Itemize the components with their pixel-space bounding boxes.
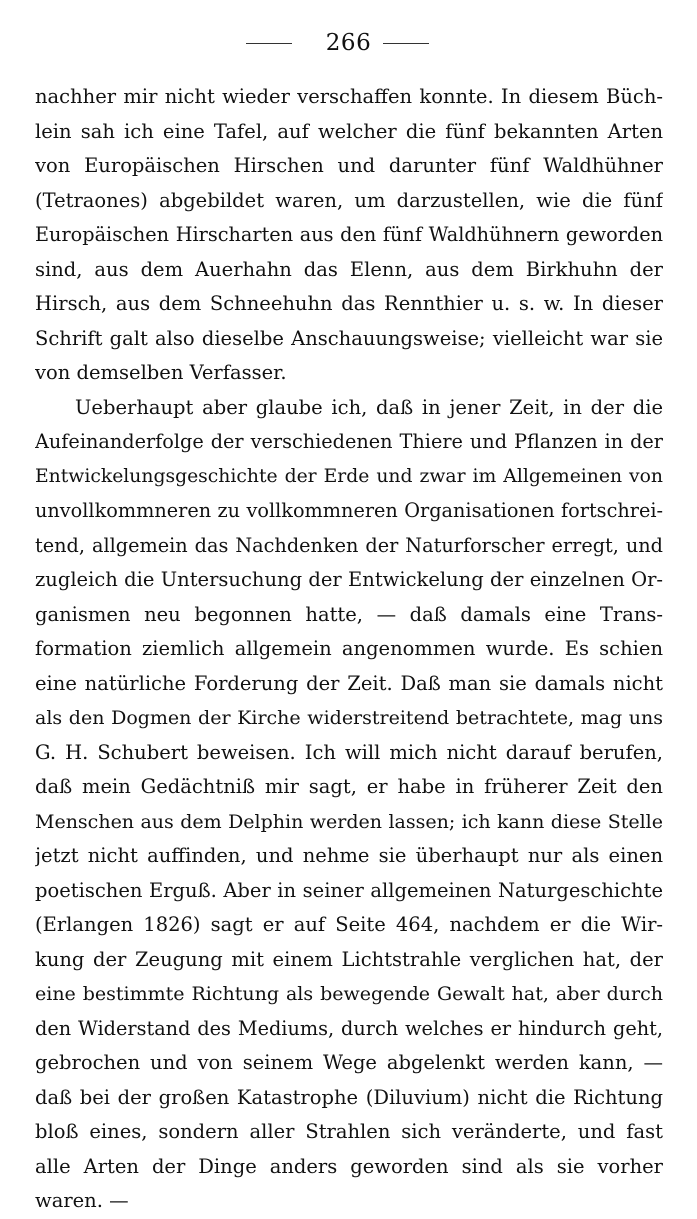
text-line: den Widerstand des Mediums, durch welches er hindurch geht, (35, 1016, 663, 1040)
text-line: lein sah ich eine Tafel, auf welcher die fünf bekannten Arten (35, 119, 663, 143)
body-text (35, 80, 663, 1219)
text-line: gebrochen und von seinem Wege abgelenkt werden kann, — (35, 1051, 663, 1074)
text-line: Hirsch, aus dem Schneehuhn das Rennthier u. s. w. In dieser (35, 292, 663, 315)
text-line: formation ziemlich allgemein angenommen wurde. Es schien (35, 637, 663, 660)
text-line: unvollkommneren zu vollkommneren Organisationen fortschrei- (35, 499, 663, 522)
text-line: nachher mir nicht wieder verschaffen konnte. In diesem Büch- (35, 85, 663, 108)
text-line: daß mein Gedächtniß mir sagt, er habe in früherer Zeit den (35, 775, 663, 798)
text-line: poetischen Erguß. Aber in seiner allgemeinen Naturgeschichte (35, 878, 663, 902)
text-line: von Europäischen Hirschen und darunter fünf Waldhühner (35, 154, 663, 177)
text-line: alle Arten der Dinge anders geworden sind als sie vorher (35, 1154, 663, 1178)
text-line: (Tetraones) abgebildet waren, um darzustellen, wie die fünf (35, 188, 663, 212)
text-line: zugleich die Untersuchung der Entwickelung der einzelnen Or- (35, 568, 663, 591)
text-line: G. H. Schubert beweisen. Ich will mich nicht darauf berufen, (35, 740, 663, 764)
text-line: bloß eines, sondern aller Strahlen sich veränderte, und fast (35, 1120, 663, 1143)
text-line: Europäischen Hirscharten aus den fünf Waldhühnern geworden (35, 223, 663, 246)
text-line: von demselben Verfasser. (35, 361, 287, 384)
text-line: daß bei der großen Katastrophe (Diluvium) nicht die Richtung (35, 1085, 663, 1109)
page-number: 266 (325, 30, 372, 56)
text-line: waren. — (35, 1189, 129, 1212)
text-line: Ueberhaupt aber glaube ich, daß in jener Zeit, in der die (75, 395, 663, 419)
text-line: Aufeinanderfolge der verschiedenen Thiere und Pflanzen in der (35, 430, 663, 453)
text-line: kung der Zeugung mit einem Lichtstrahle verglichen hat, der (35, 947, 663, 971)
text-line: sind, aus dem Auerhahn das Elenn, aus dem Birkhuhn der (35, 257, 663, 281)
text-line: jetzt nicht auffinden, und nehme sie überhaupt nur als einen (35, 844, 663, 867)
text-line: eine bestimmte Richtung als bewegende Gewalt hat, aber durch (35, 983, 663, 1005)
text-line: Schrift galt also dieselbe Anschauungsweise; vielleicht war sie (35, 326, 663, 350)
text-line: Entwickelungsgeschichte der Erde und zwar im Allgemeinen von (35, 465, 663, 487)
text-line: ganismen neu begonnen hatte, — daß damals eine Trans- (35, 602, 663, 626)
page-header (0, 28, 697, 58)
text-line: als den Dogmen der Kirche widerstreitend betrachtete, mag uns (35, 707, 663, 729)
text-line: Menschen aus dem Delphin werden lassen; ich kann diese Stelle (35, 810, 663, 833)
text-line: (Erlangen 1826) sagt er auf Seite 464, nachdem er die Wir- (35, 913, 663, 936)
text-line: tend, allgemein das Nachdenken der Naturforscher erregt, und (35, 533, 663, 557)
text-line: eine natürliche Forderung der Zeit. Daß man sie damals nicht (35, 671, 663, 695)
header-rule-right (383, 43, 429, 44)
